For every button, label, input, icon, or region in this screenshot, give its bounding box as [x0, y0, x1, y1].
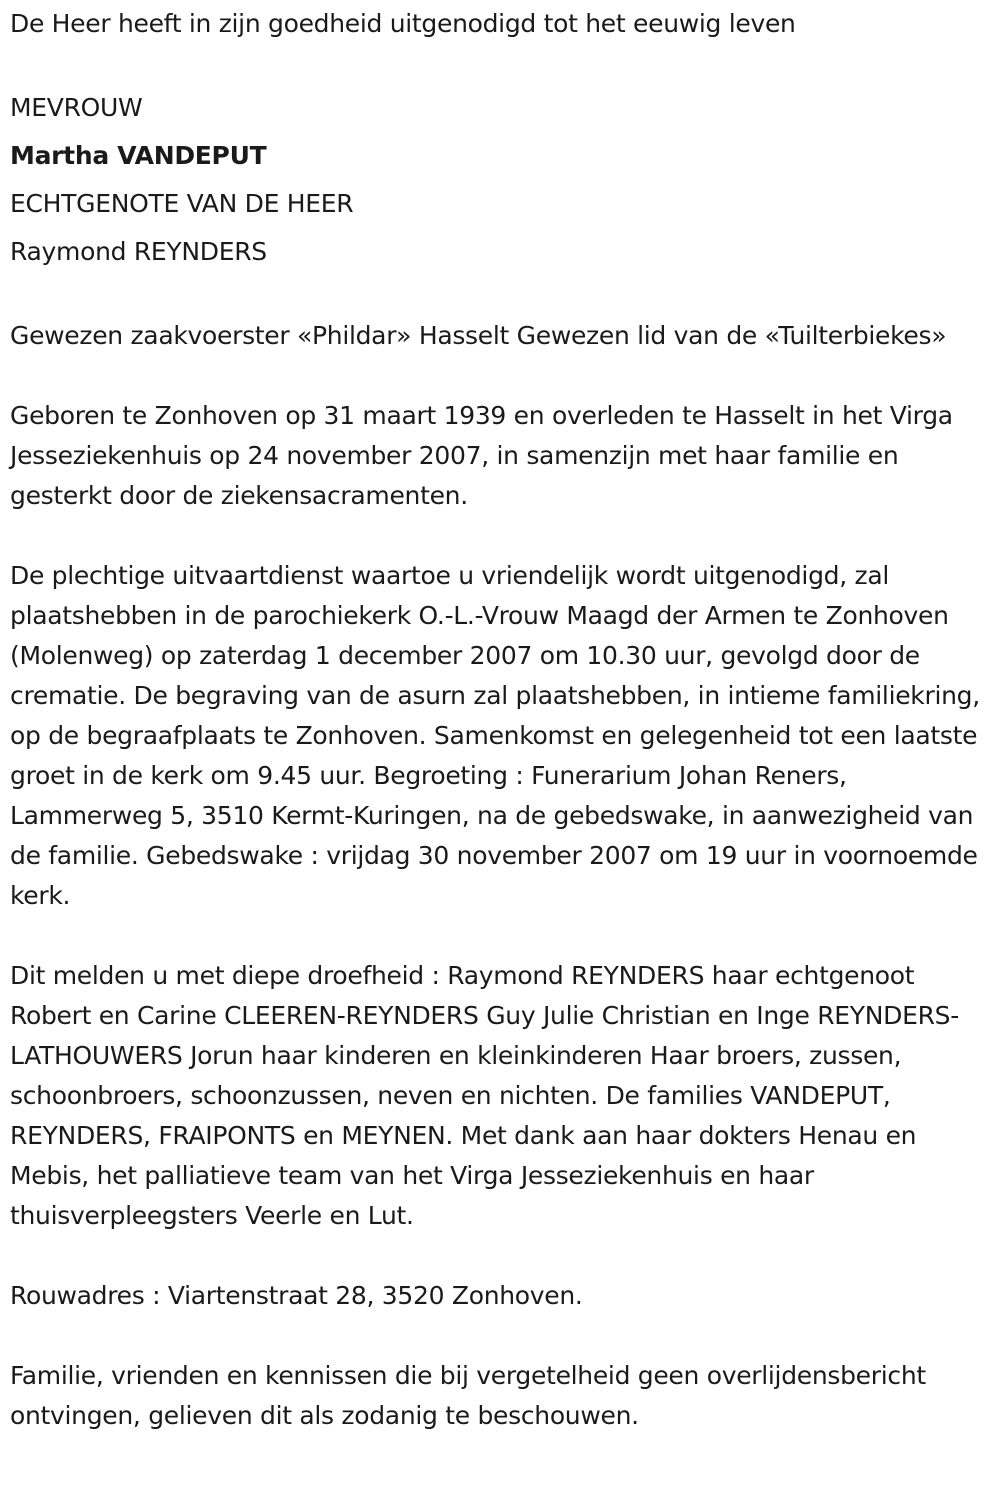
spouse-name: Raymond REYNDERS	[10, 237, 267, 266]
service-paragraph: De plechtige uitvaartdienst waartoe u vriendelijk wordt uitgenodigd, zal plaatshebben in de parochiekerk O.-L.-Vrouw Maagd der Armen te Zonhoven (Molenweg) op zaterdag 1 december 2007 om 10.30 uur, gevolgd door de crematie. De begraving van de asurn zal plaatshebben, in intieme familiekring, op de begraafplaats te Zonhoven. Samenkomst en gelegenheid tot een laatste groet in de kerk om 9.45 uur. Begroeting : Funerarium Johan Reners, Lammerweg 5, 3510 Kermt-Kuringen, na de gebedswake, in aanwezigheid van de familie. Gebedswake : vrijdag 30 november 2007 om 19 uur in voornoemde kerk.	[10, 561, 980, 910]
spacer	[10, 516, 990, 556]
address-line: Rouwadres : Viartenstraat 28, 3520 Zonhoven.	[10, 1281, 583, 1310]
spacer	[10, 1236, 990, 1276]
spacer	[10, 916, 990, 956]
spacer	[10, 356, 990, 396]
mourners-paragraph: Dit melden u met diepe droefheid : Raymond REYNDERS haar echtgenoot Robert en Carine CLEEREN-REYNDERS Guy Julie Christian en Inge REYNDERS-LATHOUWERS Jorun haar kinderen en kleinkinderen Haar broers, zussen, schoonbroers, schoonzussen, neven en nichten. De families VANDEPUT, REYNDERS, FRAIPONTS en MEYNEN. Met dank aan haar dokters Henau en Mebis, het palliatieve team van het Virga Jesseziekenhuis en haar thuisverpleegsters Veerle en Lut.	[10, 961, 959, 1230]
deceased-name: Martha VANDEPUT	[10, 141, 267, 170]
spacer	[10, 1316, 990, 1356]
relation-line: ECHTGENOTE VAN DE HEER	[10, 189, 354, 218]
spacer	[10, 44, 990, 84]
closing-paragraph: Familie, vrienden en kennissen die bij vergetelheid geen overlijdensbericht ontvingen, gelieven dit als zodanig te beschouwen.	[10, 1361, 926, 1430]
spacer	[10, 276, 990, 316]
occupation-paragraph: Gewezen zaakvoerster «Phildar» Hasselt Gewezen lid van de «Tuilterbiekes»	[10, 321, 947, 350]
birth-death-paragraph: Geboren te Zonhoven op 31 maart 1939 en overleden te Hasselt in het Virga Jesseziekenhuis op 24 november 2007, in samenzijn met haar familie en gesterkt door de ziekensacramenten.	[10, 401, 953, 510]
title-prefix: MEVROUW	[10, 93, 143, 122]
intro-line: De Heer heeft in zijn goedheid uitgenodigd tot het eeuwig leven	[10, 9, 796, 38]
